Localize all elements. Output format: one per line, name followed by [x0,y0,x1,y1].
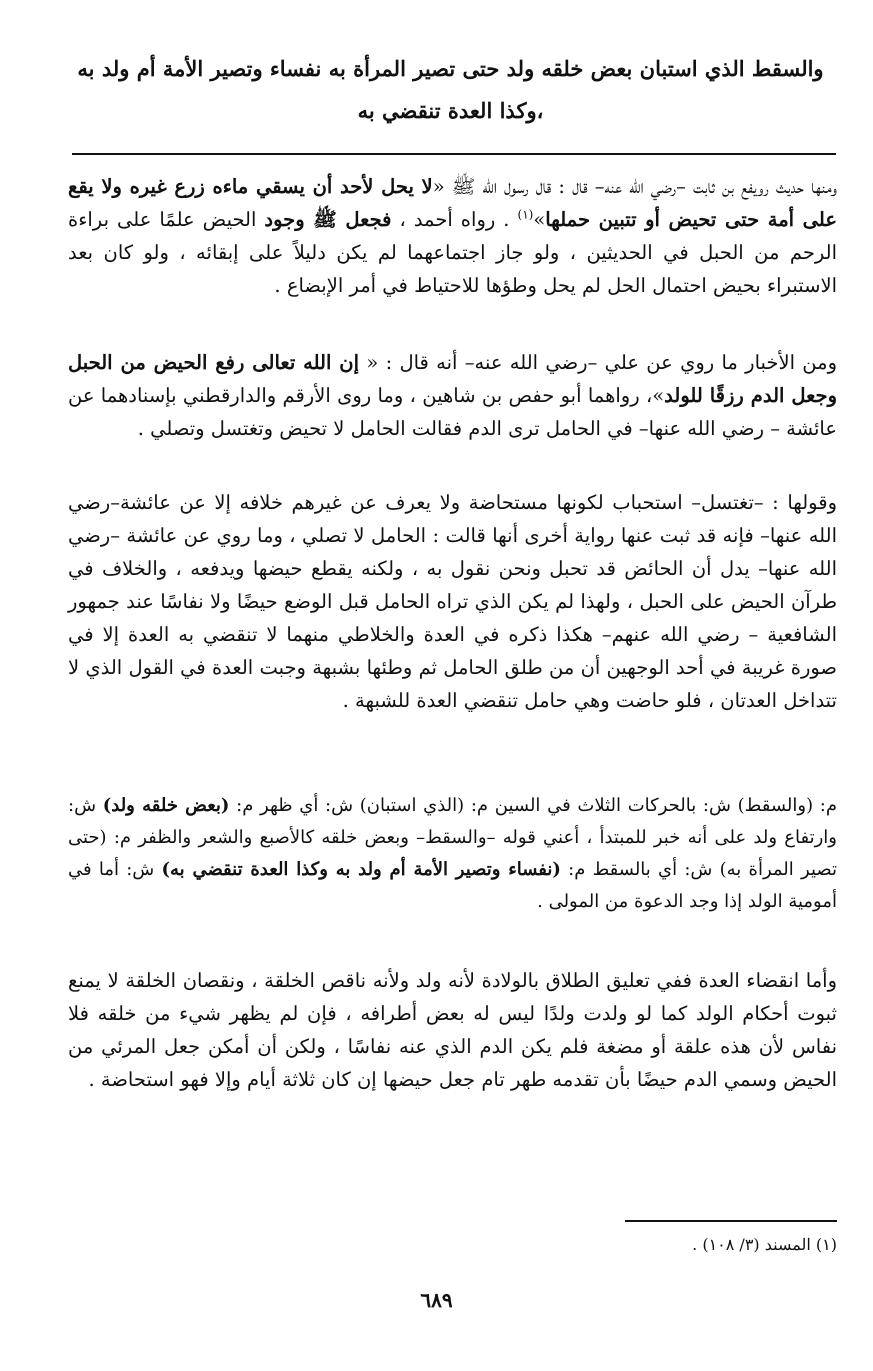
footnote-divider [625,1220,837,1222]
p2-text-1: ومن الأخبار ما روي عن علي –رضي الله عنه– أنه قال : « [359,351,837,374]
footnote-reference: (١) [517,207,534,222]
p1-text-1: ومنها حديث رويفع بن ثابت –رضي الله عنه– قال : قال رسول الله ﷺ « [432,175,837,198]
heading-text: والسقط الذي استبان بعض خلقه ولد حتى تصير المرأة به نفساء وتصير الأمة أم ولد به ،وكذا العدة تنقضي به [77,56,824,123]
paragraph-5: وأما انقضاء العدة ففي تعليق الطلاق بالولادة لأنه ولد ولأنه ناقص الخلقة ، ونقصان الخلقة لا يمنع ثبوت أحكام الولد كما لو ولدت ولدًا ليس له بعض أطرافه ، فإن لم يظهر شيء من خلقه فلا نفاس لأن هذه علقة أو مضغة فلم يكن الدم الذي عنه نفاسًا ، ولكن أن أمكن جعل المرئي من الحيض وسمي الدم حيضًا بأن تقدمه طهر تام جعل حيضها إن كان ثلاثة أيام وإلا فهو استحاضة . [68,969,837,1091]
p2-quote: إن الله تعالى رفع الحيض من الحبل وجعل الدم رزقًا للولد [68,351,837,407]
p1-quote-close: » [533,208,546,231]
page-number: ٦٨٩ [420,1288,453,1312]
heading-divider [72,153,836,155]
section-heading [60,48,841,132]
footnote: (١) المسند (٣/ ١٠٨) . [692,1235,837,1254]
p4-text-1: م: (والسقط) ش: بالحركات الثلاث في السين م: (الذي استبان) ش: أي ظهر م: [229,795,838,816]
p4-matn-1: (بعض خلقه ولد) [102,795,230,816]
p1-text-2: . رواه أحمد ، [391,208,518,231]
p2-text-2: »، رواهما أبو حفص بن شاهين ، وما روى الأرقم والدارقطني بإسنادهما عن عائشة – رضي الله عنها– في الحامل ترى الدم فقالت الحامل لا تحيض وتغتسل وتصلي . [68,384,837,440]
paragraph-2 [68,346,837,445]
p1-hadith-quote: لا يحل لأحد أن يسقي ماءه زرع غيره ولا يقع على أمة حتى تحيض أو تتبين حملها [68,175,838,231]
p4-matn-2: (نفساء وتصير الأمة أم ولد به وكذا العدة تنقضي به) [161,859,561,880]
paragraph-1 [68,170,837,302]
p4-text-2: ش: وارتفاع ولد على أنه خبر للمبتدأ ، أعني قوله –والسقط– وبعض خلقه كالأصبع والشعر والظفر م: (حتى تصير المرأة به) ش: أي بالسقط م: [68,795,838,880]
commentary-paragraph [68,790,837,918]
p1-text-3: الحيض علمًا على براءة الرحم من الحبل في الحديثين ، ولو جاز اجتماعهما لم يكن دليلاً على إبقائه ، ولو كان بعد الاستبراء بحيض احتمال الحل لم يحل وطؤها للاحتياط في أمر الإبضاع . [68,208,837,297]
p4-text-3: ش: أما في أمومية الولد إذا وجد الدعوة من المولى . [68,859,837,912]
p1-bold-phrase: فجعل ﷺ وجود [264,208,392,231]
paragraph-3: وقولها : –تغتسل– استحباب لكونها مستحاضة ولا يعرف عن غيرهم خلافه إلا عن عائشة–رضي الله عنها– فإنه قد ثبت عنها رواية أخرى أنها قالت : الحامل لا تصلي ، وما روي عن عائشة –رضي الله عنها– يدل أن الحائض قد تحبل ونحن نقول به ، ولكنه يقطع حيضها ويدفعه ، والخلاف في طرآن الحيض على الحبل ، ولهذا لم يكن الذي تراه الحامل قبل الوضع حيضًا ولا نفاسًا عند جمهور الشافعية – رضي الله عنهم– هكذا ذكره في العدة والخلاطي منهما لا تنقضي به العدة إلا في صورة غريبة في أحد الوجهين أن من طلق الحامل ثم وطئها بشبهة وجبت العدة في القول الذي لا تتداخل العدتان ، فلو حاضت وهي حامل تنقضي العدة للشبهة . [68,491,837,712]
